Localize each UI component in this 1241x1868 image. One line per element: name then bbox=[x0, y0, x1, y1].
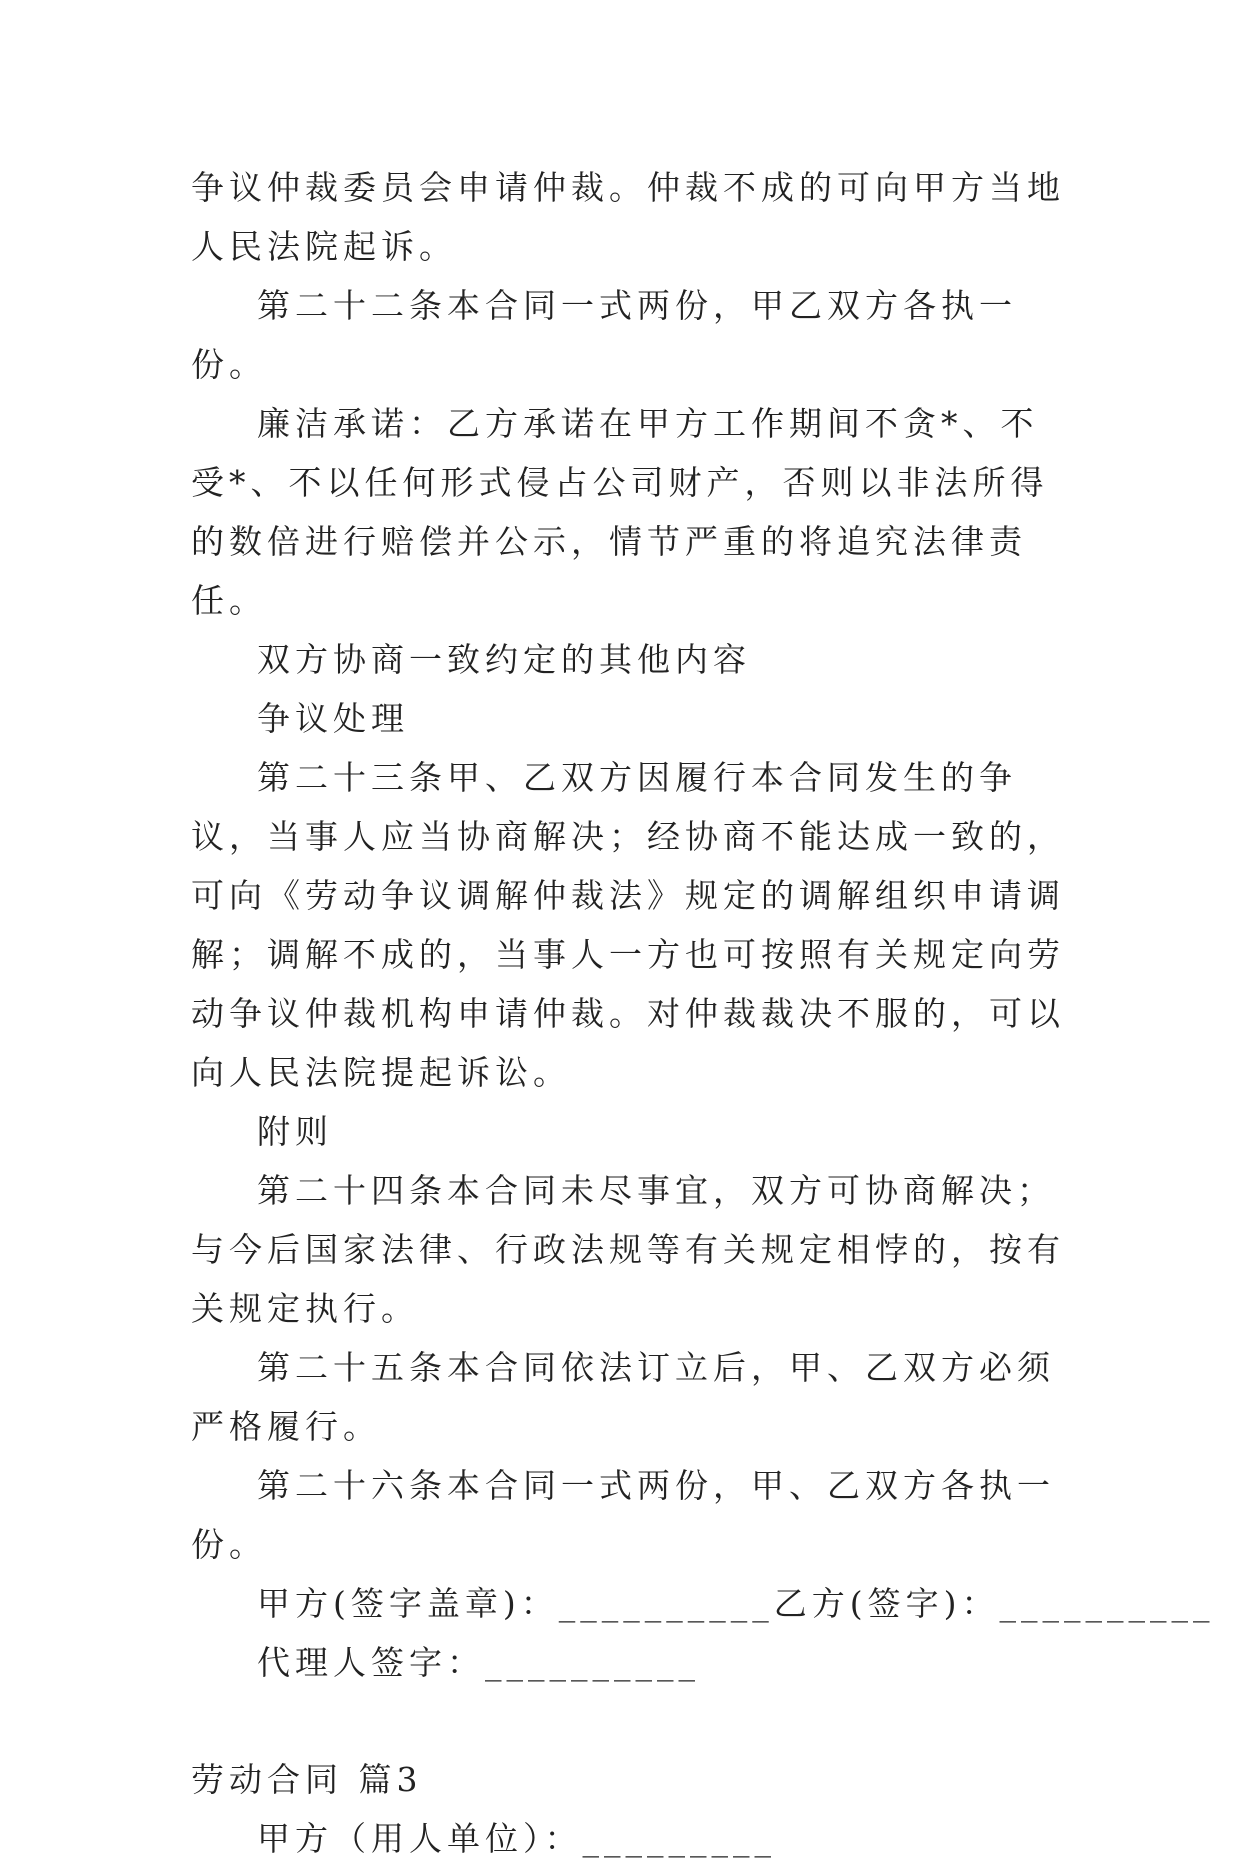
paragraph-article-25: 第二十五条本合同依法订立后，甲、乙双方必须严格履行。 bbox=[191, 1348, 1055, 1446]
section-title: 劳动合同 篇3 bbox=[191, 1760, 423, 1799]
signature-line-agent: 代理人签字：__________ bbox=[257, 1643, 700, 1682]
paragraph-article-26: 第二十六条本合同一式两份，甲、乙双方各执一份。 bbox=[191, 1466, 1055, 1564]
paragraph-arbitration-end: 争议仲裁委员会申请仲裁。仲裁不成的可向甲方当地人民法院起诉。 bbox=[191, 168, 1065, 266]
paragraph-other-content: 双方协商一致约定的其他内容 bbox=[257, 640, 751, 679]
paragraph-article-24: 第二十四条本合同未尽事宜，双方可协商解决；与今后国家法律、行政法规等有关规定相悖的，按有关规定执行。 bbox=[191, 1171, 1065, 1328]
heading-supplementary: 附则 bbox=[257, 1112, 333, 1151]
party-a-line: 甲方（用人单位）：_________ bbox=[257, 1819, 776, 1858]
paragraph-integrity-pledge: 廉洁承诺：乙方承诺在甲方工作期间不贪*、不受*、不以任何形式侵占公司财产，否则以非法所得的数倍进行赔偿并公示，情节严重的将追究法律责任。 bbox=[191, 404, 1049, 620]
heading-dispute-handling: 争议处理 bbox=[257, 699, 409, 738]
paragraph-article-22: 第二十二条本合同一式两份，甲乙双方各执一份。 bbox=[191, 286, 1017, 384]
paragraph-article-23: 第二十三条甲、乙双方因履行本合同发生的争议，当事人应当协商解决；经协商不能达成一致的，可向《劳动争议调解仲裁法》规定的调解组织申请调解；调解不成的，当事人一方也可按照有关规定向劳动争议仲裁机构申请仲裁。对仲裁裁决不服的，可以向人民法院提起诉讼。 bbox=[191, 758, 1065, 1092]
section-gap bbox=[191, 1692, 1071, 1750]
document-body bbox=[191, 158, 1215, 1868]
signature-line-parties: 甲方(签字盖章)：__________乙方(签字)：__________ bbox=[257, 1584, 1215, 1623]
